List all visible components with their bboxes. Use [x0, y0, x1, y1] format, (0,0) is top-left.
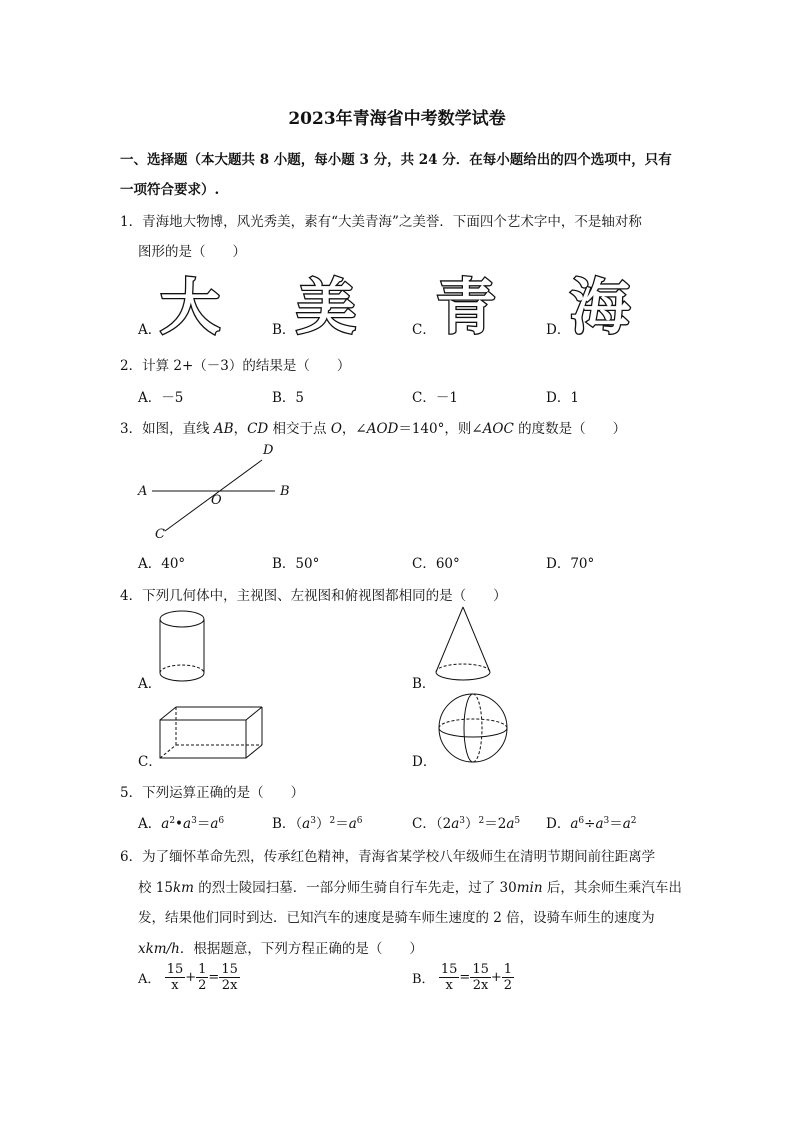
q3-option-b: B．50°	[272, 556, 320, 572]
q4-sphere-figure	[434, 690, 514, 770]
q2-stem: 2．计算 2+（－3）的结果是（ ）	[120, 358, 351, 374]
q4-rectangular-prism-figure	[156, 704, 268, 764]
section-heading-line1: 一、选择题（本大题共 8 小题，每小题 3 分，共 24 分．在每小题给出的四个选项中，只有	[120, 152, 672, 168]
q6-stem-line3: 发，结果他们同时到达．已知汽车的速度是骑车师生速度的 2 倍，设骑车师生的速度为	[138, 910, 655, 926]
art-char-mei: 美	[296, 273, 356, 343]
q4-option-d-label: D．	[412, 754, 437, 770]
q5-option-d: D．$a^6\div a^3=a^2$	[546, 816, 637, 832]
q3-stem: 3．如图，直线 AB，CD 相交于点 O，∠AOD＝140°，则∠AOC 的度数是（ ）	[120, 421, 627, 437]
q1-stem-line2: 图形的是（ ）	[138, 244, 246, 260]
q1-option-c-label: C．	[412, 322, 436, 338]
q4-stem: 4．下列几何体中，主视图、左视图和俯视图都相同的是（ ）	[120, 588, 507, 604]
fraction: $\frac{1}{2}$	[198, 962, 207, 993]
exam-title: 2023年青海省中考数学试卷	[288, 109, 506, 129]
q1-option-d-label: D．	[546, 322, 571, 338]
fraction: $\frac{15}{2x}$	[221, 962, 238, 993]
label-c: C	[155, 527, 165, 542]
q3-option-d: D．70°	[546, 556, 595, 572]
q3-intersecting-lines-figure	[130, 440, 310, 545]
q3-option-a: A．40°	[138, 556, 186, 572]
label-a: A	[138, 484, 148, 499]
q1-option-a-art-char	[158, 266, 238, 343]
label-b: B	[280, 484, 290, 499]
q6-option-b: B． $\frac{15}{x}$ = $\frac{15}{2x}$ + $\frac{1}{2}$	[412, 962, 513, 993]
q2-option-c: C．－1	[412, 390, 458, 406]
art-char-da: 大	[160, 273, 220, 343]
q5-option-a: A．$a^2•a^3=a^6$	[138, 816, 225, 832]
q2-option-a: A．－5	[138, 390, 184, 406]
fraction: $\frac{15}{x}$	[166, 962, 184, 993]
fraction: $\frac{15}{x}$	[440, 962, 458, 993]
q1-option-d-art-char	[568, 266, 648, 343]
q2-option-b: B．5	[272, 390, 305, 406]
fraction: $\frac{1}{2}$	[503, 962, 513, 993]
q2-option-d: D．1	[546, 390, 579, 406]
label-o: O	[211, 493, 222, 508]
q4-option-c-label: C．	[138, 754, 162, 770]
q1-option-c-art-char	[434, 266, 514, 343]
q1-stem-line1: 1．青海地大物博，风光秀美，素有“大美青海”之美誉．下面四个艺术字中，不是轴对称	[120, 214, 642, 230]
q4-cylinder-figure	[155, 605, 215, 687]
q1-option-b-art-char	[294, 266, 374, 343]
q3-option-c: C．60°	[412, 556, 460, 572]
q4-option-b-label: B．	[412, 676, 436, 692]
art-char-hai: 海	[570, 273, 630, 343]
q6-stem-line1: 6．为了缅怀革命先烈，传承红色精神，青海省某学校八年级师生在清明节期间前往距离学	[120, 849, 656, 865]
q5-option-b: B．$(a^3)^2=a^6$	[272, 816, 363, 832]
label-d: D	[263, 443, 274, 458]
fraction: $\frac{15}{2x}$	[472, 962, 489, 993]
section-heading-line2: 一项符合要求）.	[120, 182, 220, 198]
q5-option-c: C．$(2a^3)^2=2a^5$	[412, 816, 521, 832]
q4-cone-figure	[432, 604, 502, 688]
q1-option-b-label: B．	[272, 322, 296, 338]
q6-option-a: A． $\frac{15}{x}$ + $\frac{1}{2}$ = $\frac{15}{2x}$	[138, 962, 238, 993]
q1-option-a-label: A．	[138, 322, 162, 338]
q6-stem-line2: 校 15km 的烈士陵园扫墓．一部分师生骑自行车先走，过了 30min 后，其余师生乘汽车出	[138, 880, 682, 896]
q5-stem: 5．下列运算正确的是（ ）	[120, 785, 305, 801]
art-char-qing: 青	[436, 273, 496, 343]
q4-option-a-label: A．	[138, 676, 162, 692]
q6-stem-line4: xkm/h．根据题意，下列方程正确的是（ ）	[138, 941, 423, 957]
